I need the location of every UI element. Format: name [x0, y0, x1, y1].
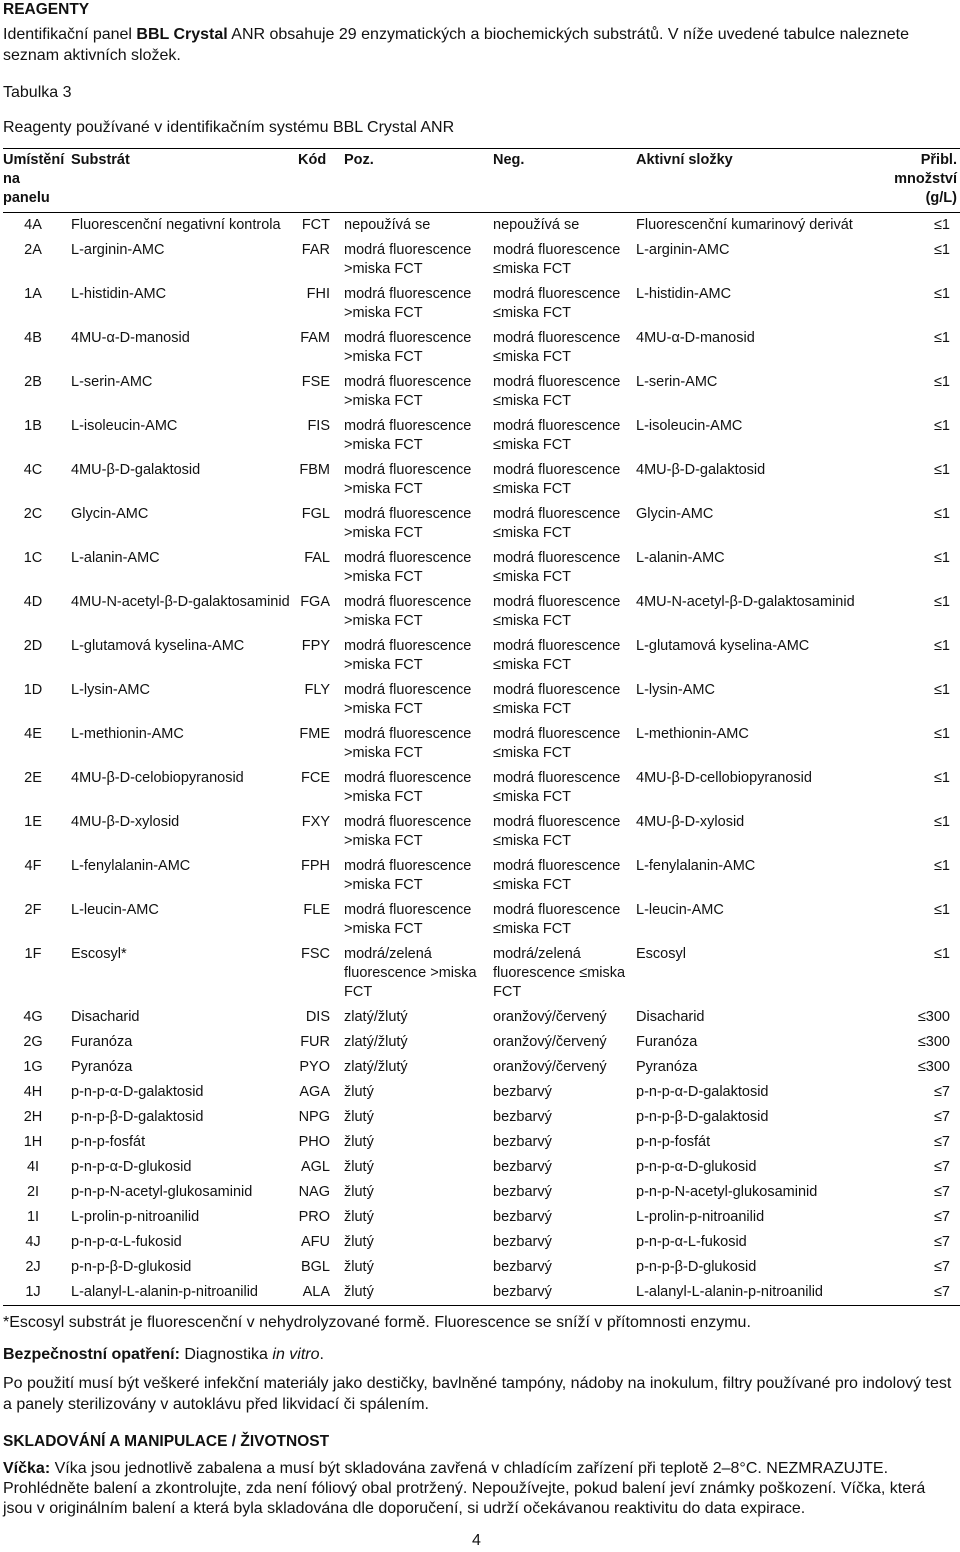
cell-position: 2A	[24, 242, 42, 258]
cell-substrate: 4MU-β-D-celobiopyranosid	[71, 770, 244, 786]
cell-active: L-histidin-AMC	[636, 286, 732, 302]
reagents-table	[3, 148, 960, 1306]
cell-negative: nepoužívá se	[493, 217, 580, 233]
table-row	[3, 1105, 960, 1130]
cell-amount: ≤7	[933, 1109, 950, 1125]
cell-negative: modrá fluorescence ≤miska FCT	[493, 726, 621, 761]
cell-amount: ≤7	[933, 1084, 950, 1100]
cell-substrate: L-methionin-AMC	[71, 726, 184, 742]
cell-active: p-n-p-α-D-galaktosid	[636, 1084, 769, 1100]
cell-substrate: L-arginin-AMC	[71, 242, 165, 258]
cell-position: 4J	[25, 1234, 41, 1250]
cell-positive: žlutý	[344, 1280, 493, 1306]
cell-amount: ≤1	[933, 726, 950, 742]
table-row	[3, 634, 960, 678]
table-row	[3, 1230, 960, 1255]
cell-substrate: Escosyl*	[71, 946, 127, 962]
cell-position: 1B	[24, 418, 42, 434]
cell-active: p-n-p-β-D-glukosid	[636, 1259, 757, 1275]
cell-negative: modrá fluorescence ≤miska FCT	[493, 858, 621, 893]
cell-amount: ≤1	[933, 946, 950, 962]
cell-code: FSC	[301, 946, 330, 962]
table-row	[3, 238, 960, 282]
cell-amount: ≤300	[917, 1034, 950, 1050]
cell-positive: modrá fluorescence >miska FCT	[344, 814, 472, 849]
cell-active: L-arginin-AMC	[636, 242, 730, 258]
table-row	[3, 1255, 960, 1280]
cell-substrate: L-histidin-AMC	[71, 286, 167, 302]
cell-negative: bezbarvý	[493, 1084, 552, 1100]
cell-active: Glycin-AMC	[636, 506, 714, 522]
cell-substrate: p-n-p-N-acetyl-glukosaminid	[71, 1184, 253, 1200]
table-row	[3, 458, 960, 502]
cell-code: FCE	[301, 770, 330, 786]
table-row	[3, 854, 960, 898]
cell-position: 1D	[23, 682, 43, 698]
header-substrate: Substrát	[71, 149, 298, 213]
cell-code: NAG	[298, 1184, 330, 1200]
cell-negative: modrá fluorescence ≤miska FCT	[493, 682, 621, 717]
cell-amount: ≤1	[933, 286, 950, 302]
cell-position: 2H	[23, 1109, 43, 1125]
table-row	[3, 370, 960, 414]
cell-positive: žlutý	[344, 1159, 374, 1175]
cell-substrate: p-n-p-β-D-galaktosid	[71, 1109, 204, 1125]
storage-paragraph	[3, 1459, 957, 1519]
cell-negative: modrá fluorescence ≤miska FCT	[493, 462, 621, 497]
cell-position: 4F	[24, 858, 42, 874]
storage-text: Víka jsou jednotlivě zabalena a musí být skladována zavřená v chladícím zařízení při teplotě 2–8°C. NEZMRAZUJTE. Prohlédněte balení a zkontrolujte, zda není fóliový obal protržený. Nepoužívejte, pokud balení jeví známky poškození. Víčka, která jsou v originálním balení a která byla skladována dle doporučení, si udrží očekávanou reaktivitu do data expirace.	[3, 1460, 926, 1517]
safety-line	[3, 1344, 957, 1365]
table-row	[3, 502, 960, 546]
table-row	[3, 326, 960, 370]
cell-negative: bezbarvý	[493, 1234, 552, 1250]
cell-position: 4G	[23, 1009, 43, 1025]
cell-active: p-n-p-fosfát	[636, 1134, 711, 1150]
cell-amount: ≤1	[933, 242, 950, 258]
cell-amount: ≤1	[933, 330, 950, 346]
cell-active: Disacharid	[636, 1009, 705, 1025]
cell-positive: modrá fluorescence >miska FCT	[344, 330, 472, 365]
table-row	[3, 1180, 960, 1205]
cell-active: L-methionin-AMC	[636, 726, 749, 742]
cell-positive: modrá fluorescence >miska FCT	[344, 770, 472, 805]
cell-amount: ≤1	[933, 858, 950, 874]
table-row	[3, 942, 960, 1005]
cell-position: 1H	[23, 1134, 43, 1150]
cell-active: L-glutamová kyselina-AMC	[636, 638, 810, 654]
cell-positive: zlatý/žlutý	[344, 1034, 408, 1050]
cell-code: PHO	[298, 1134, 330, 1150]
cell-active: Fluorescenční kumarinový derivát	[636, 217, 853, 233]
cell-active: 4MU-α-D-manosid	[636, 330, 755, 346]
cell-amount: ≤1	[933, 594, 950, 610]
cell-active: Escosyl	[636, 946, 686, 962]
table-row	[3, 1280, 960, 1306]
cell-code: FBM	[299, 462, 330, 478]
header-active: Aktivní složky	[636, 149, 876, 213]
intro-text-a: Identifikační panel	[3, 26, 137, 43]
cell-substrate: p-n-p-α-D-galaktosid	[71, 1084, 204, 1100]
cell-code: ALA	[298, 1280, 344, 1306]
cell-substrate: L-prolin-p-nitroanilid	[71, 1209, 200, 1225]
cell-positive: modrá fluorescence >miska FCT	[344, 242, 472, 277]
table-row	[3, 414, 960, 458]
cell-active: L-alanyl-L-alanin-p-nitroanilid	[636, 1280, 876, 1306]
cell-negative: modrá fluorescence ≤miska FCT	[493, 814, 621, 849]
cell-code: FPH	[301, 858, 330, 874]
cell-position: 1J	[3, 1280, 71, 1306]
table-header-row	[3, 149, 960, 213]
cell-code: FAM	[300, 330, 330, 346]
table-row	[3, 546, 960, 590]
cell-active: L-serin-AMC	[636, 374, 718, 390]
cell-substrate: L-serin-AMC	[71, 374, 153, 390]
table-row	[3, 1130, 960, 1155]
cell-amount: ≤1	[933, 374, 950, 390]
cell-active: p-n-p-α-L-fukosid	[636, 1234, 747, 1250]
cell-active: 4MU-β-D-cellobiopyranosid	[636, 770, 812, 786]
cell-code: AGA	[299, 1084, 330, 1100]
cell-substrate: Fluorescenční negativní kontrola	[71, 217, 281, 233]
cell-amount: ≤1	[933, 638, 950, 654]
cell-negative: modrá fluorescence ≤miska FCT	[493, 594, 621, 629]
cell-position: 2D	[23, 638, 43, 654]
cell-amount: ≤7	[933, 1184, 950, 1200]
cell-positive: modrá fluorescence >miska FCT	[344, 286, 472, 321]
cell-position: 4D	[23, 594, 43, 610]
cell-negative: bezbarvý	[493, 1134, 552, 1150]
cell-amount: ≤300	[917, 1009, 950, 1025]
cell-code: PRO	[298, 1209, 330, 1225]
cell-active: 4MU-β-D-galaktosid	[636, 462, 766, 478]
safety-end: .	[319, 1346, 324, 1363]
cell-positive: žlutý	[344, 1134, 374, 1150]
cell-amount: ≤7	[933, 1134, 950, 1150]
cell-amount: ≤7	[933, 1259, 950, 1275]
cell-code: FHI	[306, 286, 330, 302]
cell-positive: modrá fluorescence >miska FCT	[344, 462, 472, 497]
table-row	[3, 213, 960, 239]
cell-negative: modrá fluorescence ≤miska FCT	[493, 330, 621, 365]
table-row	[3, 1205, 960, 1230]
cell-substrate: L-alanin-AMC	[71, 550, 160, 566]
cell-active: L-prolin-p-nitroanilid	[636, 1209, 765, 1225]
cell-code: PYO	[299, 1059, 330, 1075]
cell-substrate: L-alanyl-L-alanin-p-nitroanilid	[71, 1280, 298, 1306]
table-row	[3, 1030, 960, 1055]
table-row	[3, 1155, 960, 1180]
cell-code: AGL	[300, 1159, 330, 1175]
cell-position: 1F	[24, 946, 42, 962]
cell-negative: modrá fluorescence ≤miska FCT	[493, 550, 621, 585]
cell-substrate: Disacharid	[71, 1009, 140, 1025]
cell-negative: bezbarvý	[493, 1259, 552, 1275]
cell-code: FIS	[307, 418, 330, 434]
cell-code: NPG	[298, 1109, 330, 1125]
cell-position: 4H	[23, 1084, 43, 1100]
cell-positive: žlutý	[344, 1084, 374, 1100]
cell-negative: bezbarvý	[493, 1109, 552, 1125]
cell-amount: ≤1	[933, 550, 950, 566]
table-row	[3, 1080, 960, 1105]
cell-substrate: 4MU-β-D-galaktosid	[71, 462, 201, 478]
cell-negative: modrá fluorescence ≤miska FCT	[493, 902, 621, 937]
table-row	[3, 1005, 960, 1030]
cell-code: FLE	[303, 902, 330, 918]
cell-negative: oranžový/červený	[493, 1009, 607, 1025]
cell-amount: ≤1	[933, 217, 950, 233]
cell-code: FAR	[301, 242, 330, 258]
table-row	[3, 766, 960, 810]
cell-negative: modrá fluorescence ≤miska FCT	[493, 770, 621, 805]
cell-positive: modrá fluorescence >miska FCT	[344, 902, 472, 937]
cell-active: L-fenylalanin-AMC	[636, 858, 756, 874]
cell-position: 2G	[23, 1034, 43, 1050]
cell-substrate: L-leucin-AMC	[71, 902, 159, 918]
table-row	[3, 590, 960, 634]
cell-substrate: p-n-p-fosfát	[71, 1134, 146, 1150]
cell-position: 4E	[24, 726, 42, 742]
cell-positive: žlutý	[344, 1109, 374, 1125]
cell-positive: modrá fluorescence >miska FCT	[344, 374, 472, 409]
cell-substrate: Glycin-AMC	[71, 506, 149, 522]
cell-position: 2E	[24, 770, 42, 786]
table-row	[3, 722, 960, 766]
cell-amount: ≤7	[933, 1209, 950, 1225]
cell-position: 2J	[25, 1259, 41, 1275]
cell-code: FME	[299, 726, 330, 742]
cell-positive: modrá fluorescence >miska FCT	[344, 726, 472, 761]
cell-substrate: L-lysin-AMC	[71, 682, 150, 698]
cell-substrate: 4MU-N-acetyl-β-D-galaktosaminid	[71, 594, 290, 610]
table-row	[3, 898, 960, 942]
cell-positive: žlutý	[344, 1234, 374, 1250]
section-heading-reagents: REAGENTY	[3, 1, 90, 18]
table-body	[3, 213, 960, 1306]
cell-positive: žlutý	[344, 1209, 374, 1225]
cell-active: 4MU-N-acetyl-β-D-galaktosaminid	[636, 594, 855, 610]
cell-negative: bezbarvý	[493, 1184, 552, 1200]
cell-active: Pyranóza	[636, 1059, 698, 1075]
cell-code: AFU	[301, 1234, 330, 1250]
cell-active: p-n-p-β-D-galaktosid	[636, 1109, 769, 1125]
cell-substrate: p-n-p-α-L-fukosid	[71, 1234, 182, 1250]
cell-negative: bezbarvý	[493, 1159, 552, 1175]
cell-amount: ≤300	[917, 1059, 950, 1075]
cell-code: FPY	[301, 638, 330, 654]
cell-positive: modrá fluorescence >miska FCT	[344, 418, 472, 453]
cell-code: FXY	[301, 814, 330, 830]
cell-negative: bezbarvý	[493, 1280, 636, 1306]
cell-code: FUR	[300, 1034, 330, 1050]
cell-position: 2B	[24, 374, 42, 390]
cell-code: FLY	[304, 682, 330, 698]
cell-position: 2C	[23, 506, 43, 522]
cell-negative: bezbarvý	[493, 1209, 552, 1225]
cell-amount: ≤1	[933, 682, 950, 698]
safety-text: Diagnostika	[179, 1346, 273, 1363]
cell-substrate: L-fenylalanin-AMC	[71, 858, 191, 874]
cell-negative: modrá fluorescence ≤miska FCT	[493, 418, 621, 453]
cell-position: 2F	[24, 902, 42, 918]
cell-positive: modrá fluorescence >miska FCT	[344, 594, 472, 629]
table-row	[3, 678, 960, 722]
cell-position: 4C	[23, 462, 43, 478]
table-title: Reagenty používané v identifikačním systému BBL Crystal ANR	[3, 119, 455, 136]
cell-negative: modrá fluorescence ≤miska FCT	[493, 638, 621, 673]
page-number: 4	[472, 1532, 481, 1549]
cell-position: 4B	[24, 330, 42, 346]
cell-positive: zlatý/žlutý	[344, 1009, 408, 1025]
cell-position: 1C	[23, 550, 43, 566]
cell-code: FAL	[304, 550, 330, 566]
cell-amount: ≤1	[933, 506, 950, 522]
cell-amount: ≤7	[933, 1159, 950, 1175]
cell-code: FGA	[300, 594, 330, 610]
cell-position: 1A	[24, 286, 42, 302]
cell-positive: modrá fluorescence >miska FCT	[344, 682, 472, 717]
cell-negative: modrá fluorescence ≤miska FCT	[493, 286, 621, 321]
cell-active: p-n-p-N-acetyl-glukosaminid	[636, 1184, 818, 1200]
intro-paragraph	[3, 24, 957, 66]
intro-text-b: ANR obsahuje 29 enzymatických a biochemických substrátů. V níže uvedené tabulce naleznete seznam aktivních složek.	[3, 26, 909, 64]
cell-active: L-lysin-AMC	[636, 682, 715, 698]
cell-amount: ≤1	[933, 902, 950, 918]
cell-positive: modrá fluorescence >miska FCT	[344, 550, 472, 585]
safety-italic: in vitro	[272, 1346, 320, 1363]
cell-position: 1I	[26, 1209, 40, 1225]
cell-amount: ≤1	[933, 462, 950, 478]
cell-active: L-alanin-AMC	[636, 550, 725, 566]
cell-positive: modrá fluorescence >miska FCT	[344, 638, 472, 673]
cell-substrate: p-n-p-β-D-glukosid	[71, 1259, 192, 1275]
cell-active: 4MU-β-D-xylosid	[636, 814, 745, 830]
cell-active: p-n-p-α-D-glukosid	[636, 1159, 757, 1175]
cell-amount: ≤1	[933, 418, 950, 434]
cell-position: 4A	[24, 217, 42, 233]
cell-active: L-isoleucin-AMC	[636, 418, 743, 434]
cell-position: 1E	[24, 814, 42, 830]
cell-amount: ≤1	[933, 814, 950, 830]
cell-negative: modrá fluorescence ≤miska FCT	[493, 242, 621, 277]
cell-negative: oranžový/červený	[493, 1059, 607, 1075]
cell-negative: modrá fluorescence ≤miska FCT	[493, 506, 621, 541]
cell-code: FSE	[301, 374, 330, 390]
cell-position: 1G	[23, 1059, 43, 1075]
header-position: Umístění na panelu	[3, 149, 71, 213]
header-amount: Přibl. množství (g/L)	[876, 149, 960, 213]
cell-positive: modrá fluorescence >miska FCT	[344, 858, 472, 893]
document-page	[3, 0, 957, 1519]
cell-positive: žlutý	[344, 1259, 374, 1275]
cell-substrate: 4MU-β-D-xylosid	[71, 814, 180, 830]
cell-negative: modrá fluorescence ≤miska FCT	[493, 374, 621, 409]
cell-position: 2I	[26, 1184, 40, 1200]
header-code: Kód	[298, 149, 344, 213]
cell-amount: ≤7	[876, 1280, 960, 1306]
safety-label: Bezpečnostní opatření:	[3, 1346, 180, 1363]
header-neg: Neg.	[493, 149, 636, 213]
cell-position: 4I	[26, 1159, 40, 1175]
cell-code: FCT	[301, 217, 330, 233]
storage-label: Víčka:	[3, 1460, 51, 1477]
intro-brand: BBL Crystal	[136, 26, 228, 43]
cell-substrate: Furanóza	[71, 1034, 133, 1050]
table-row	[3, 810, 960, 854]
cell-active: L-leucin-AMC	[636, 902, 724, 918]
cell-substrate: 4MU-α-D-manosid	[71, 330, 190, 346]
cell-substrate: L-glutamová kyselina-AMC	[71, 638, 245, 654]
cell-amount: ≤7	[933, 1234, 950, 1250]
table-number: Tabulka 3	[3, 84, 72, 101]
header-pos: Poz.	[344, 149, 493, 213]
cell-code: FGL	[301, 506, 330, 522]
cell-substrate: p-n-p-α-D-glukosid	[71, 1159, 192, 1175]
cell-positive: nepoužívá se	[344, 217, 431, 233]
table-row	[3, 282, 960, 326]
cell-positive: žlutý	[344, 1184, 374, 1200]
cell-positive: zlatý/žlutý	[344, 1059, 408, 1075]
cell-active: Furanóza	[636, 1034, 698, 1050]
cell-code: DIS	[305, 1009, 330, 1025]
cell-negative: oranžový/červený	[493, 1034, 607, 1050]
cell-negative: modrá/zelená fluorescence ≤miska FCT	[493, 946, 626, 1000]
storage-heading: SKLADOVÁNÍ A MANIPULACE / ŽIVOTNOST	[3, 1433, 330, 1450]
cell-positive: modrá/zelená fluorescence >miska FCT	[344, 946, 477, 1000]
footnote: *Escosyl substrát je fluorescenční v nehydrolyzované formě. Fluorescence se sníží v přítomnosti enzymu.	[3, 1314, 751, 1331]
cell-code: BGL	[300, 1259, 330, 1275]
cell-positive: modrá fluorescence >miska FCT	[344, 506, 472, 541]
cell-substrate: L-isoleucin-AMC	[71, 418, 178, 434]
safety-paragraph: Po použití musí být veškeré infekční materiály jako destičky, bavlněné tampóny, nádoby na inokulum, filtry používané pro indolový test a panely sterilizovány v autoklávu před likvidací či spálením.	[3, 1375, 952, 1413]
table-row	[3, 1055, 960, 1080]
cell-amount: ≤1	[933, 770, 950, 786]
cell-substrate: Pyranóza	[71, 1059, 133, 1075]
